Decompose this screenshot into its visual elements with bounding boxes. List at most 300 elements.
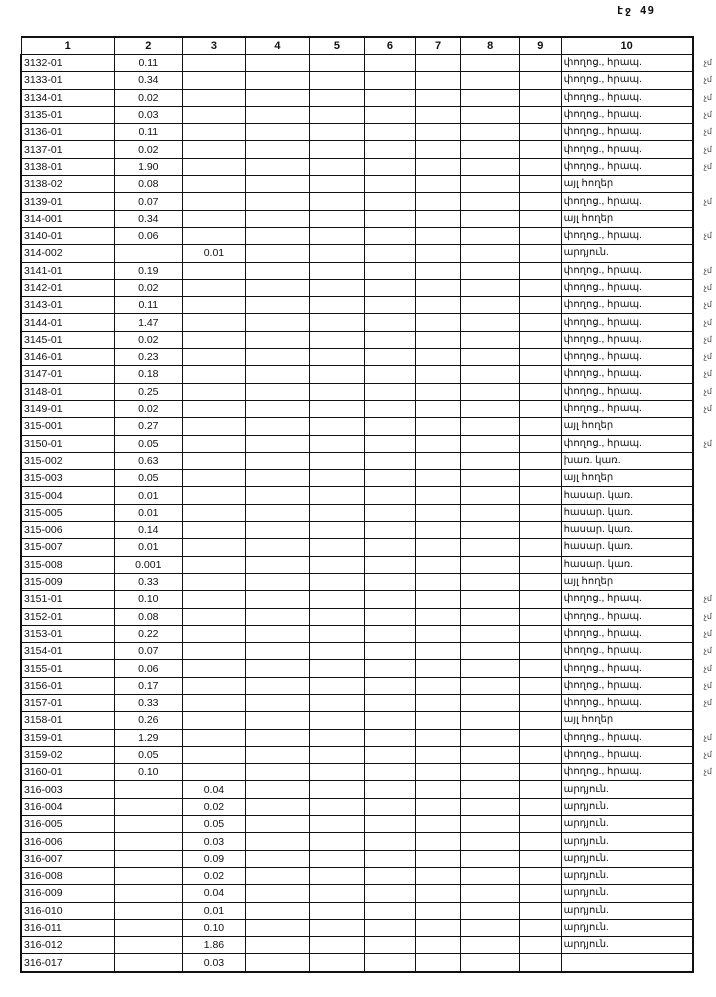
margin-mark: չմ bbox=[703, 369, 712, 379]
col6-cell bbox=[365, 210, 416, 227]
col8-cell bbox=[461, 729, 520, 746]
col3-value-cell bbox=[182, 643, 246, 660]
col4-cell bbox=[246, 816, 309, 833]
col9-cell bbox=[519, 158, 561, 175]
col7-cell bbox=[415, 314, 461, 331]
col9-cell bbox=[519, 867, 561, 884]
col9-cell bbox=[519, 141, 561, 158]
col9-cell bbox=[519, 608, 561, 625]
col4-cell bbox=[246, 954, 309, 972]
col3-value-cell bbox=[182, 331, 246, 348]
column-header-10: 10 bbox=[561, 37, 693, 55]
col9-cell bbox=[519, 694, 561, 711]
col5-cell bbox=[309, 539, 365, 556]
col4-cell bbox=[246, 833, 309, 850]
table-row bbox=[21, 954, 715, 972]
col9-cell bbox=[519, 400, 561, 417]
parcel-code-cell: 3157-01 bbox=[21, 694, 114, 711]
parcel-code-cell: 3148-01 bbox=[21, 383, 114, 400]
parcel-code-cell: 3144-01 bbox=[21, 314, 114, 331]
parcel-code-cell: 316-009 bbox=[21, 885, 114, 902]
col6-cell bbox=[365, 677, 416, 694]
col4-cell bbox=[246, 694, 309, 711]
col3-value-cell bbox=[182, 539, 246, 556]
col7-cell bbox=[415, 470, 461, 487]
land-use-cell: փողոց., հրապ. bbox=[561, 591, 693, 608]
col9-cell bbox=[519, 349, 561, 366]
col8-cell bbox=[461, 279, 520, 296]
margin-mark: չմ bbox=[703, 628, 712, 638]
col3-value-cell: 0.03 bbox=[182, 833, 246, 850]
col8-cell bbox=[461, 591, 520, 608]
table-row bbox=[21, 452, 715, 469]
col3-value-cell bbox=[182, 366, 246, 383]
table-row bbox=[21, 937, 715, 954]
col7-cell bbox=[415, 729, 461, 746]
col6-cell bbox=[365, 366, 416, 383]
col7-cell bbox=[415, 55, 461, 72]
col5-cell bbox=[309, 418, 365, 435]
col7-cell bbox=[415, 452, 461, 469]
col4-cell bbox=[246, 331, 309, 348]
col4-cell bbox=[246, 366, 309, 383]
col9-cell bbox=[519, 643, 561, 660]
land-use-cell: այլ հողեր bbox=[561, 712, 693, 729]
col2-value-cell: 0.10 bbox=[114, 591, 182, 608]
parcel-code-cell: 314-002 bbox=[21, 245, 114, 262]
land-use-cell: արդյուն. bbox=[561, 833, 693, 850]
table-row bbox=[21, 366, 715, 383]
col6-cell bbox=[365, 919, 416, 936]
col3-value-cell bbox=[182, 400, 246, 417]
col9-cell bbox=[519, 937, 561, 954]
col8-cell bbox=[461, 383, 520, 400]
table-row bbox=[21, 694, 715, 711]
col8-cell bbox=[461, 694, 520, 711]
col7-cell bbox=[415, 694, 461, 711]
col7-cell bbox=[415, 816, 461, 833]
col8-cell bbox=[461, 210, 520, 227]
col6-cell bbox=[365, 608, 416, 625]
margin-mark bbox=[693, 919, 715, 936]
col5-cell bbox=[309, 729, 365, 746]
col8-cell bbox=[461, 608, 520, 625]
col7-cell bbox=[415, 227, 461, 244]
col3-value-cell: 0.02 bbox=[182, 798, 246, 815]
col4-cell bbox=[246, 591, 309, 608]
col3-value-cell bbox=[182, 279, 246, 296]
col5-cell bbox=[309, 487, 365, 504]
col3-value-cell bbox=[182, 608, 246, 625]
col3-value-cell bbox=[182, 487, 246, 504]
col2-value-cell: 0.14 bbox=[114, 522, 182, 539]
parcel-code-cell: 316-011 bbox=[21, 919, 114, 936]
col8-cell bbox=[461, 781, 520, 798]
parcel-code-cell: 3156-01 bbox=[21, 677, 114, 694]
col2-value-cell: 0.23 bbox=[114, 349, 182, 366]
col8-cell bbox=[461, 504, 520, 521]
col7-cell bbox=[415, 850, 461, 867]
col6-cell bbox=[365, 798, 416, 815]
table-row bbox=[21, 712, 715, 729]
col7-cell bbox=[415, 522, 461, 539]
col7-cell bbox=[415, 383, 461, 400]
col8-cell bbox=[461, 158, 520, 175]
col3-value-cell bbox=[182, 227, 246, 244]
margin-header bbox=[693, 37, 715, 55]
col2-value-cell: 0.11 bbox=[114, 124, 182, 141]
col9-cell bbox=[519, 556, 561, 573]
col3-value-cell bbox=[182, 470, 246, 487]
parcel-code-cell: 314-001 bbox=[21, 210, 114, 227]
col5-cell bbox=[309, 643, 365, 660]
land-use-cell: փողոց., հրապ. bbox=[561, 193, 693, 210]
col7-cell bbox=[415, 176, 461, 193]
col2-value-cell: 0.05 bbox=[114, 470, 182, 487]
margin-mark: չմ bbox=[703, 698, 712, 708]
land-use-cell: փողոց., հրապ. bbox=[561, 694, 693, 711]
land-use-cell: փողոց., հրապ. bbox=[561, 349, 693, 366]
col3-value-cell: 0.01 bbox=[182, 245, 246, 262]
table-row bbox=[21, 193, 715, 210]
land-use-cell: հասար. կառ. bbox=[561, 504, 693, 521]
col7-cell bbox=[415, 193, 461, 210]
col9-cell bbox=[519, 833, 561, 850]
col9-cell bbox=[519, 193, 561, 210]
col5-cell bbox=[309, 331, 365, 348]
col3-value-cell bbox=[182, 591, 246, 608]
col4-cell bbox=[246, 124, 309, 141]
col2-value-cell: 1.47 bbox=[114, 314, 182, 331]
margin-mark bbox=[693, 176, 715, 193]
col6-cell bbox=[365, 227, 416, 244]
parcel-code-cell: 316-010 bbox=[21, 902, 114, 919]
col3-value-cell: 1.86 bbox=[182, 937, 246, 954]
col6-cell bbox=[365, 504, 416, 521]
col3-value-cell bbox=[182, 418, 246, 435]
col7-cell bbox=[415, 573, 461, 590]
parcel-code-cell: 3154-01 bbox=[21, 643, 114, 660]
table-row bbox=[21, 677, 715, 694]
col7-cell bbox=[415, 781, 461, 798]
col6-cell bbox=[365, 816, 416, 833]
col2-value-cell: 0.18 bbox=[114, 366, 182, 383]
col5-cell bbox=[309, 781, 365, 798]
col5-cell bbox=[309, 833, 365, 850]
land-use-cell: փողոց., հրապ. bbox=[561, 297, 693, 314]
table-row bbox=[21, 556, 715, 573]
col7-cell bbox=[415, 608, 461, 625]
parcel-code-cell: 3145-01 bbox=[21, 331, 114, 348]
col9-cell bbox=[519, 487, 561, 504]
col8-cell bbox=[461, 297, 520, 314]
col2-value-cell: 0.27 bbox=[114, 418, 182, 435]
margin-mark bbox=[693, 522, 715, 539]
margin-mark: չմ bbox=[703, 317, 712, 327]
col3-value-cell: 0.02 bbox=[182, 867, 246, 884]
column-header-8: 8 bbox=[461, 37, 520, 55]
col6-cell bbox=[365, 867, 416, 884]
table-row bbox=[21, 89, 715, 106]
table-row bbox=[21, 833, 715, 850]
land-use-cell: արդյուն. bbox=[561, 937, 693, 954]
col9-cell bbox=[519, 954, 561, 972]
col7-cell bbox=[415, 504, 461, 521]
table-row bbox=[21, 124, 715, 141]
col2-value-cell: 0.01 bbox=[114, 504, 182, 521]
parcel-code-cell: 315-006 bbox=[21, 522, 114, 539]
col2-value-cell: 0.63 bbox=[114, 452, 182, 469]
col5-cell bbox=[309, 470, 365, 487]
col9-cell bbox=[519, 885, 561, 902]
table-row bbox=[21, 418, 715, 435]
col9-cell bbox=[519, 919, 561, 936]
table-row bbox=[21, 816, 715, 833]
parcel-code-cell: 3146-01 bbox=[21, 349, 114, 366]
parcel-code-cell: 3137-01 bbox=[21, 141, 114, 158]
parcel-code-cell: 315-009 bbox=[21, 573, 114, 590]
col9-cell bbox=[519, 798, 561, 815]
col8-cell bbox=[461, 954, 520, 972]
col7-cell bbox=[415, 366, 461, 383]
parcel-code-cell: 316-003 bbox=[21, 781, 114, 798]
col5-cell bbox=[309, 764, 365, 781]
parcel-code-cell: 3143-01 bbox=[21, 297, 114, 314]
table-row bbox=[21, 746, 715, 763]
table-row bbox=[21, 487, 715, 504]
col4-cell bbox=[246, 314, 309, 331]
margin-mark bbox=[693, 885, 715, 902]
col8-cell bbox=[461, 746, 520, 763]
land-use-cell: արդյուն. bbox=[561, 245, 693, 262]
col5-cell bbox=[309, 608, 365, 625]
col5-cell bbox=[309, 279, 365, 296]
table-row bbox=[21, 141, 715, 158]
parcel-code-cell: 3147-01 bbox=[21, 366, 114, 383]
margin-mark bbox=[693, 867, 715, 884]
margin-mark bbox=[693, 954, 715, 972]
table-row bbox=[21, 781, 715, 798]
land-use-cell: արդյուն. bbox=[561, 902, 693, 919]
col2-value-cell: 0.05 bbox=[114, 435, 182, 452]
col3-value-cell bbox=[182, 124, 246, 141]
col7-cell bbox=[415, 245, 461, 262]
parcel-code-cell: 3149-01 bbox=[21, 400, 114, 417]
parcel-code-cell: 3138-01 bbox=[21, 158, 114, 175]
margin-mark: չմ bbox=[703, 58, 712, 68]
col9-cell bbox=[519, 764, 561, 781]
col5-cell bbox=[309, 383, 365, 400]
col5-cell bbox=[309, 210, 365, 227]
col7-cell bbox=[415, 867, 461, 884]
col8-cell bbox=[461, 902, 520, 919]
margin-mark: չմ bbox=[703, 663, 712, 673]
col7-cell bbox=[415, 400, 461, 417]
table-row bbox=[21, 331, 715, 348]
table-row bbox=[21, 539, 715, 556]
col3-value-cell bbox=[182, 504, 246, 521]
col2-value-cell: 0.06 bbox=[114, 227, 182, 244]
col5-cell bbox=[309, 556, 365, 573]
col5-cell bbox=[309, 435, 365, 452]
col6-cell bbox=[365, 314, 416, 331]
margin-mark bbox=[693, 470, 715, 487]
land-use-cell: փողոց., հրապ. bbox=[561, 262, 693, 279]
land-use-cell: արդյուն. bbox=[561, 885, 693, 902]
col3-value-cell bbox=[182, 435, 246, 452]
col5-cell bbox=[309, 798, 365, 815]
land-use-cell: այլ հողեր bbox=[561, 418, 693, 435]
col5-cell bbox=[309, 902, 365, 919]
table-row bbox=[21, 470, 715, 487]
col2-value-cell: 0.34 bbox=[114, 72, 182, 89]
col7-cell bbox=[415, 331, 461, 348]
col9-cell bbox=[519, 106, 561, 123]
col4-cell bbox=[246, 279, 309, 296]
col6-cell bbox=[365, 124, 416, 141]
margin-mark: չմ bbox=[703, 438, 712, 448]
col6-cell bbox=[365, 331, 416, 348]
land-use-cell: այլ հողեր bbox=[561, 470, 693, 487]
table-row bbox=[21, 435, 715, 452]
land-use-cell: այլ հողեր bbox=[561, 210, 693, 227]
parcel-code-cell: 3150-01 bbox=[21, 435, 114, 452]
land-use-cell: արդյուն. bbox=[561, 919, 693, 936]
col8-cell bbox=[461, 331, 520, 348]
col3-value-cell: 0.05 bbox=[182, 816, 246, 833]
margin-mark bbox=[693, 418, 715, 435]
parcel-code-cell: 316-008 bbox=[21, 867, 114, 884]
col3-value-cell bbox=[182, 141, 246, 158]
margin-mark: չմ bbox=[703, 334, 712, 344]
col5-cell bbox=[309, 919, 365, 936]
col6-cell bbox=[365, 452, 416, 469]
parcel-code-cell: 315-007 bbox=[21, 539, 114, 556]
margin-mark bbox=[693, 781, 715, 798]
col7-cell bbox=[415, 297, 461, 314]
col5-cell bbox=[309, 677, 365, 694]
margin-mark: չմ bbox=[703, 750, 712, 760]
land-use-cell: փողոց., հրապ. bbox=[561, 746, 693, 763]
col9-cell bbox=[519, 539, 561, 556]
col8-cell bbox=[461, 556, 520, 573]
col2-value-cell: 0.01 bbox=[114, 539, 182, 556]
col9-cell bbox=[519, 729, 561, 746]
col4-cell bbox=[246, 89, 309, 106]
table-row bbox=[21, 591, 715, 608]
col5-cell bbox=[309, 106, 365, 123]
col8-cell bbox=[461, 660, 520, 677]
col6-cell bbox=[365, 954, 416, 972]
col2-value-cell: 0.01 bbox=[114, 487, 182, 504]
margin-mark bbox=[693, 245, 715, 262]
col4-cell bbox=[246, 158, 309, 175]
col3-value-cell bbox=[182, 712, 246, 729]
col3-value-cell bbox=[182, 573, 246, 590]
col4-cell bbox=[246, 539, 309, 556]
col8-cell bbox=[461, 418, 520, 435]
col7-cell bbox=[415, 89, 461, 106]
col9-cell bbox=[519, 331, 561, 348]
col7-cell bbox=[415, 591, 461, 608]
margin-mark bbox=[693, 573, 715, 590]
col5-cell bbox=[309, 504, 365, 521]
col8-cell bbox=[461, 539, 520, 556]
col6-cell bbox=[365, 556, 416, 573]
col4-cell bbox=[246, 746, 309, 763]
col6-cell bbox=[365, 694, 416, 711]
col6-cell bbox=[365, 72, 416, 89]
col4-cell bbox=[246, 729, 309, 746]
header-row bbox=[21, 37, 715, 55]
col9-cell bbox=[519, 902, 561, 919]
col9-cell bbox=[519, 314, 561, 331]
land-use-cell: հասար. կառ. bbox=[561, 487, 693, 504]
col8-cell bbox=[461, 470, 520, 487]
table-row bbox=[21, 573, 715, 590]
margin-mark: չմ bbox=[703, 767, 712, 777]
parcel-code-cell: 315-005 bbox=[21, 504, 114, 521]
table-row bbox=[21, 919, 715, 936]
col5-cell bbox=[309, 850, 365, 867]
col2-value-cell: 0.02 bbox=[114, 400, 182, 417]
col4-cell bbox=[246, 106, 309, 123]
table-row bbox=[21, 867, 715, 884]
margin-mark bbox=[693, 487, 715, 504]
land-use-cell: արդյուն. bbox=[561, 798, 693, 815]
land-use-cell: փողոց., հրապ. bbox=[561, 729, 693, 746]
parcel-code-cell: 316-005 bbox=[21, 816, 114, 833]
land-use-cell: այլ հողեր bbox=[561, 573, 693, 590]
land-use-cell: փողոց., հրապ. bbox=[561, 625, 693, 642]
col8-cell bbox=[461, 314, 520, 331]
col4-cell bbox=[246, 556, 309, 573]
col9-cell bbox=[519, 55, 561, 72]
col8-cell bbox=[461, 764, 520, 781]
col5-cell bbox=[309, 522, 365, 539]
col2-value-cell: 0.22 bbox=[114, 625, 182, 642]
parcel-code-cell: 316-012 bbox=[21, 937, 114, 954]
table-row bbox=[21, 314, 715, 331]
col9-cell bbox=[519, 816, 561, 833]
column-header-5: 5 bbox=[309, 37, 365, 55]
col7-cell bbox=[415, 210, 461, 227]
col6-cell bbox=[365, 383, 416, 400]
col2-value-cell bbox=[114, 245, 182, 262]
col3-value-cell: 0.10 bbox=[182, 919, 246, 936]
col8-cell bbox=[461, 435, 520, 452]
land-use-cell: փողոց., հրապ. bbox=[561, 124, 693, 141]
col6-cell bbox=[365, 106, 416, 123]
col4-cell bbox=[246, 798, 309, 815]
margin-mark bbox=[693, 937, 715, 954]
col9-cell bbox=[519, 573, 561, 590]
col3-value-cell bbox=[182, 193, 246, 210]
col5-cell bbox=[309, 400, 365, 417]
col8-cell bbox=[461, 919, 520, 936]
col2-value-cell bbox=[114, 919, 182, 936]
land-use-cell: այլ հողեր bbox=[561, 176, 693, 193]
col2-value-cell bbox=[114, 833, 182, 850]
margin-mark bbox=[693, 504, 715, 521]
col3-value-cell: 0.04 bbox=[182, 781, 246, 798]
margin-mark: չմ bbox=[703, 196, 712, 206]
col7-cell bbox=[415, 72, 461, 89]
col2-value-cell: 0.02 bbox=[114, 279, 182, 296]
col3-value-cell bbox=[182, 746, 246, 763]
col4-cell bbox=[246, 349, 309, 366]
col9-cell bbox=[519, 72, 561, 89]
